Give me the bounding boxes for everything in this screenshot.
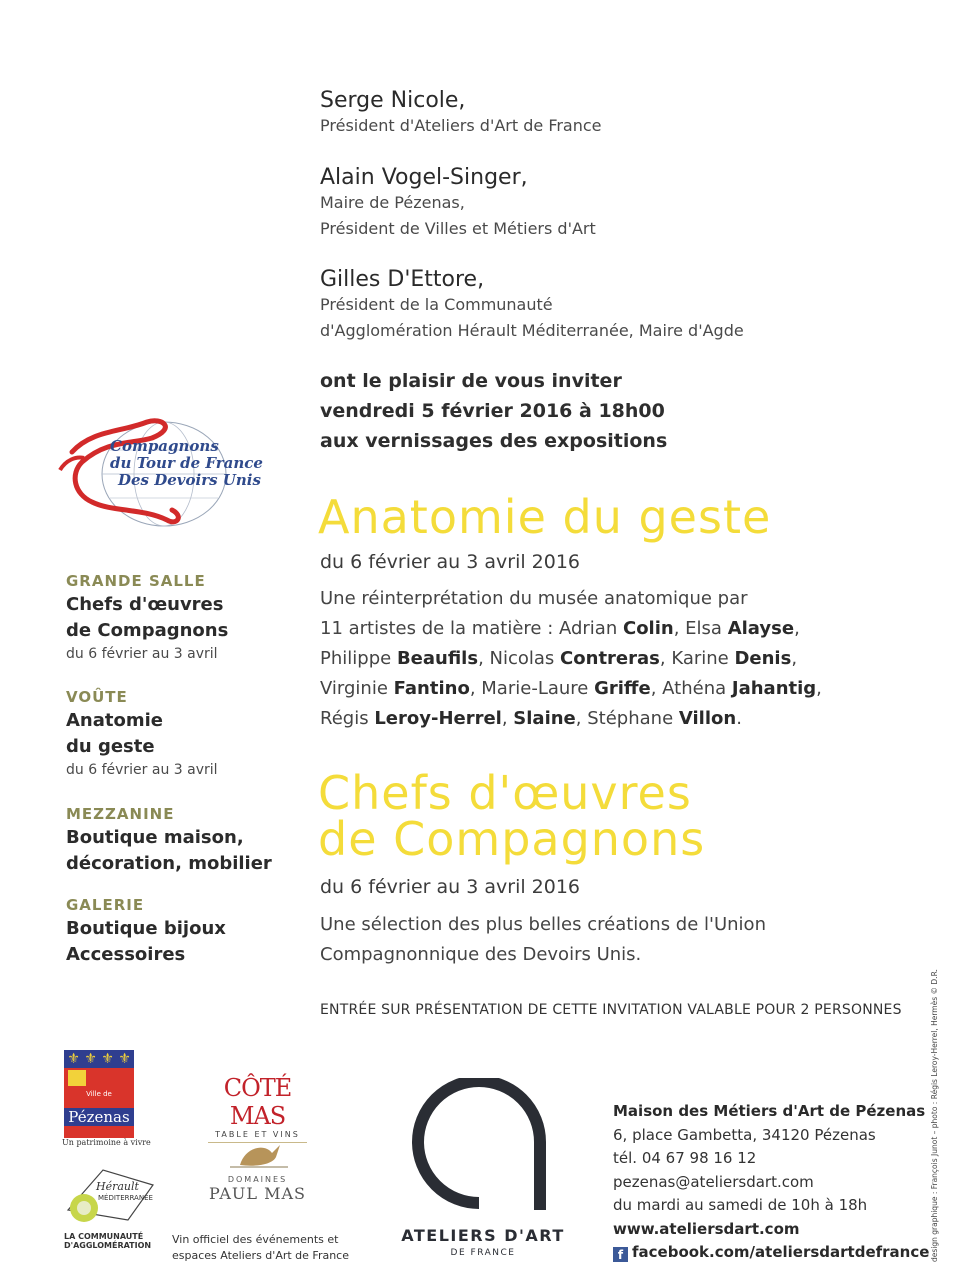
address-hours: du mardi au samedi de 10h à 18h bbox=[613, 1196, 868, 1214]
artist-first-name: Philippe bbox=[320, 648, 392, 669]
emblem-icon bbox=[68, 1070, 86, 1086]
invitation-text bbox=[320, 366, 667, 456]
facebook-link-label: facebook.com/ateliersdartdefrance bbox=[632, 1243, 930, 1261]
caption-line: LA COMMUNAUTÉ bbox=[64, 1232, 144, 1241]
title-line: Chefs d'œuvres bbox=[66, 594, 224, 615]
artist-first-name: Karine bbox=[671, 648, 729, 669]
logo-line: du Tour de France bbox=[110, 454, 263, 472]
sidebar-title bbox=[66, 592, 228, 644]
title-line: décoration, mobilier bbox=[66, 853, 272, 874]
artist-last-name: Leroy-Herrel bbox=[374, 708, 502, 729]
sidebar-heading: VOÛTE bbox=[66, 688, 128, 706]
description-line: Compagnonnique des Devoirs Unis. bbox=[320, 944, 642, 965]
exhibit-description bbox=[320, 910, 766, 970]
host-role: Président d'Ateliers d'Art de France bbox=[320, 116, 602, 135]
host-block-2 bbox=[320, 165, 596, 242]
artist-last-name: Denis bbox=[734, 648, 792, 669]
compagnons-logo bbox=[52, 412, 267, 532]
title-line: de Compagnons bbox=[66, 620, 229, 641]
compagnons-logo-text bbox=[110, 438, 263, 489]
title-line: Boutique bijoux bbox=[66, 918, 226, 939]
invitation-line: aux vernissages des expositions bbox=[320, 430, 668, 452]
cotemas-logo bbox=[200, 1074, 315, 1139]
sidebar-title bbox=[66, 825, 272, 877]
caption-line: Vin officiel des événements et bbox=[172, 1233, 339, 1246]
address-phone[interactable]: tél. 04 67 98 16 12 bbox=[613, 1149, 757, 1167]
artist-last-name: Villon bbox=[678, 708, 737, 729]
facebook-icon: f bbox=[613, 1247, 628, 1262]
artist-first-name: Athéna bbox=[662, 678, 727, 699]
artist-last-name: Beaufils bbox=[396, 648, 479, 669]
sidebar-heading: GRANDE SALLE bbox=[66, 572, 206, 590]
logo-line: Compagnons bbox=[110, 437, 219, 455]
artist-name bbox=[662, 678, 816, 699]
artist-name bbox=[671, 648, 791, 669]
ateliers-logo-name: ATELIERS D'ART bbox=[401, 1226, 565, 1245]
wine-caption bbox=[172, 1232, 349, 1264]
pezenas-logo-name: Pézenas bbox=[64, 1108, 134, 1126]
sidebar-heading: MEZZANINE bbox=[66, 805, 175, 823]
logo-line: Des Devoirs Unis bbox=[118, 471, 261, 489]
ateliers-logo bbox=[398, 1078, 568, 1268]
title-line: Accessoires bbox=[66, 944, 186, 965]
address-street: 6, place Gambetta, 34120 Pézenas bbox=[613, 1125, 876, 1144]
host-name: Gilles D'Ettore, bbox=[320, 267, 485, 292]
caption-line: espaces Ateliers d'Art de France bbox=[172, 1249, 349, 1262]
sidebar-dates: du 6 février au 3 avril bbox=[66, 646, 218, 662]
exhibit-dates: du 6 février au 3 avril 2016 bbox=[320, 551, 581, 573]
artist-last-name: Slaine bbox=[513, 708, 576, 729]
address-email[interactable]: pezenas@ateliersdart.com bbox=[613, 1172, 814, 1191]
artist-last-name: Fantino bbox=[393, 678, 470, 699]
herault-logo bbox=[58, 1160, 158, 1260]
artist-first-name: Elsa bbox=[685, 618, 722, 639]
artist-list: 11 artistes de la matière : Adrian Colin, Elsa Alayse, Philippe Beaufils, Nicolas Contreras, Karine Denis, Virginie Fantino, Marie-Laure Griffe, Athéna Jahantig, Régis Leroy-Herrel, Slaine, Stéphane Villon. bbox=[320, 618, 822, 729]
host-role: d'Agglomération Hérault Méditerranée, Maire d'Agde bbox=[320, 321, 744, 340]
pezenas-logo-tagline: Un patrimoine à vivre bbox=[62, 1138, 151, 1147]
ateliers-logo-sub: DE FRANCE bbox=[450, 1248, 516, 1258]
cotemas-logo-sub: TABLE ET VINS bbox=[215, 1130, 300, 1139]
caption-line: D'AGGLOMÉRATION bbox=[64, 1241, 152, 1250]
sidebar-section-galerie bbox=[66, 896, 226, 968]
paulmas-logo-name: PAUL MAS bbox=[209, 1184, 306, 1203]
exhibit-dates: du 6 février au 3 avril 2016 bbox=[320, 876, 581, 898]
host-role: Maire de Pézenas, bbox=[320, 193, 465, 212]
address-website-link[interactable]: www.ateliersdart.com bbox=[613, 1219, 800, 1238]
paulmas-logo bbox=[200, 1135, 315, 1210]
artist-name bbox=[490, 648, 660, 669]
host-name: Serge Nicole, bbox=[320, 88, 466, 113]
artist-name bbox=[685, 618, 794, 639]
herault-logo-caption bbox=[64, 1232, 151, 1250]
sidebar-title bbox=[66, 708, 218, 760]
host-name: Alain Vogel-Singer, bbox=[320, 165, 528, 190]
artist-last-name: Alayse bbox=[727, 618, 795, 639]
invitation-date: vendredi 5 février 2016 à 18h00 bbox=[320, 400, 665, 422]
artist-name bbox=[559, 618, 674, 639]
sidebar-section-mezzanine bbox=[66, 805, 272, 877]
artist-last-name: Jahantig bbox=[731, 678, 817, 699]
sidebar-dates: du 6 février au 3 avril bbox=[66, 762, 218, 778]
description-line: Une réinterprétation du musée anatomique par bbox=[320, 588, 748, 609]
sidebar-section-voute bbox=[66, 688, 218, 778]
bird-icon bbox=[200, 1135, 315, 1171]
paulmas-logo-top: DOMAINES bbox=[227, 1175, 288, 1184]
facebook-link[interactable] bbox=[613, 1241, 929, 1265]
artist-first-name: Stéphane bbox=[587, 708, 674, 729]
title-line: du geste bbox=[66, 736, 155, 757]
host-role: Président de la Communauté bbox=[320, 295, 553, 314]
artist-name bbox=[320, 648, 478, 669]
pezenas-logo-top: Ville de bbox=[86, 1090, 112, 1098]
artist-name bbox=[320, 678, 470, 699]
artist-first-name: Nicolas bbox=[489, 648, 555, 669]
sidebar-section-grande-salle bbox=[66, 572, 228, 662]
title-line: Boutique maison, bbox=[66, 827, 244, 848]
artist-name bbox=[320, 708, 502, 729]
pezenas-logo bbox=[62, 1050, 151, 1150]
herault-logo-sub: MÉDITERRANÉE bbox=[98, 1194, 153, 1202]
entry-note: ENTRÉE SUR PRÉSENTATION DE CETTE INVITATION VALABLE POUR 2 PERSONNES bbox=[320, 1002, 902, 1018]
artist-last-name: Griffe bbox=[594, 678, 651, 699]
artist-first-name: Virginie bbox=[320, 678, 388, 699]
host-role: Président de Villes et Métiers d'Art bbox=[320, 219, 596, 238]
artist-first-name: Adrian bbox=[558, 618, 618, 639]
title-line: Anatomie bbox=[66, 710, 163, 731]
artist-first-name: Marie-Laure bbox=[481, 678, 589, 699]
artist-name bbox=[513, 708, 575, 729]
cotemas-logo-name: CÔTÉ MAS bbox=[223, 1074, 292, 1130]
host-block-1 bbox=[320, 88, 602, 139]
invitation-line: ont le plaisir de vous inviter bbox=[320, 370, 622, 392]
artist-last-name: Contreras bbox=[560, 648, 660, 669]
address-block bbox=[613, 1100, 929, 1265]
sidebar-heading: GALERIE bbox=[66, 896, 145, 914]
ateliers-arch-icon bbox=[398, 1078, 568, 1218]
fleur-de-lis-icon: ⚜ ⚜ ⚜ ⚜ bbox=[67, 1051, 131, 1067]
title-line: de Compagnons bbox=[318, 812, 706, 866]
exhibit-description bbox=[320, 584, 840, 734]
artist-name bbox=[587, 708, 736, 729]
host-block-3 bbox=[320, 267, 744, 344]
exhibit-title bbox=[318, 766, 706, 866]
sidebar-title bbox=[66, 916, 226, 968]
artists-intro: 11 artistes de la matière : bbox=[320, 618, 559, 639]
exhibit-title: Anatomie du geste bbox=[318, 490, 772, 544]
artist-name bbox=[481, 678, 650, 699]
herault-logo-name: Hérault bbox=[96, 1180, 139, 1193]
artist-last-name: Colin bbox=[622, 618, 674, 639]
artist-first-name: Régis bbox=[320, 708, 369, 729]
title-line: Chefs d'œuvres bbox=[318, 766, 692, 820]
credits: design graphique : François Junot – photo : Régis Leroy-Herrel, Hermès © D.R. bbox=[930, 969, 939, 1262]
description-line: Une sélection des plus belles créations de l'Union bbox=[320, 914, 766, 935]
address-org: Maison des Métiers d'Art de Pézenas bbox=[613, 1102, 926, 1120]
